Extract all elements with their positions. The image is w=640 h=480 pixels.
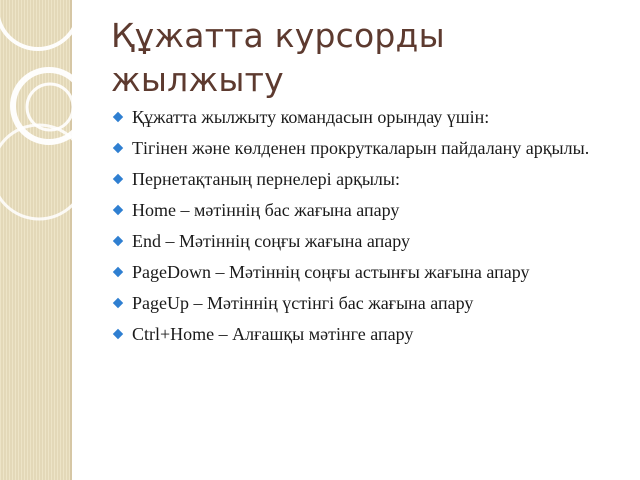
bullet-item-5: [112, 230, 622, 253]
bullet-text: Home – мәтіннің бас жағына апару: [132, 200, 400, 220]
diamond-bullet-icon: [112, 235, 124, 247]
bullet-text: Ctrl+Home – Алғашқы мәтінге апару: [132, 324, 414, 344]
bullet-text: PageUp – Мәтіннің үстінгі бас жағына апару: [132, 293, 474, 313]
diamond-bullet-icon: [112, 328, 124, 340]
left-decorative-band: [0, 0, 72, 480]
bullet-item-3: [112, 168, 622, 191]
left-decorative-rule: [70, 0, 72, 480]
bullet-text: Тігінен және көлденен прокруткаларын пайдалану арқылы.: [132, 138, 590, 158]
diamond-bullet-icon: [112, 297, 124, 309]
bullet-text: End – Мәтіннің соңғы жағына апару: [132, 231, 411, 251]
slide-content: [112, 106, 622, 354]
bullet-text: Құжатта жылжыту командасын орындау үшін:: [132, 107, 490, 127]
bullet-item-6: [112, 261, 622, 284]
diamond-bullet-icon: [112, 111, 124, 123]
diamond-bullet-icon: [112, 173, 124, 185]
bullet-item-4: [112, 199, 622, 222]
diamond-bullet-icon: [112, 142, 124, 154]
slide-title: Құжатта курсорды жылжыту: [111, 16, 445, 99]
bullet-item-2: [112, 137, 622, 160]
diamond-bullet-icon: [112, 266, 124, 278]
bullet-item-1: [112, 106, 622, 129]
bullet-list: [112, 106, 622, 346]
bullet-text: Пернетақтаның пернелері арқылы:: [132, 169, 400, 189]
bullet-item-7: [112, 292, 622, 315]
bullet-item-8: [112, 323, 622, 346]
diamond-bullet-icon: [112, 204, 124, 216]
bullet-text: PageDown – Мәтіннің соңғы астынғы жағына апару: [132, 262, 530, 282]
